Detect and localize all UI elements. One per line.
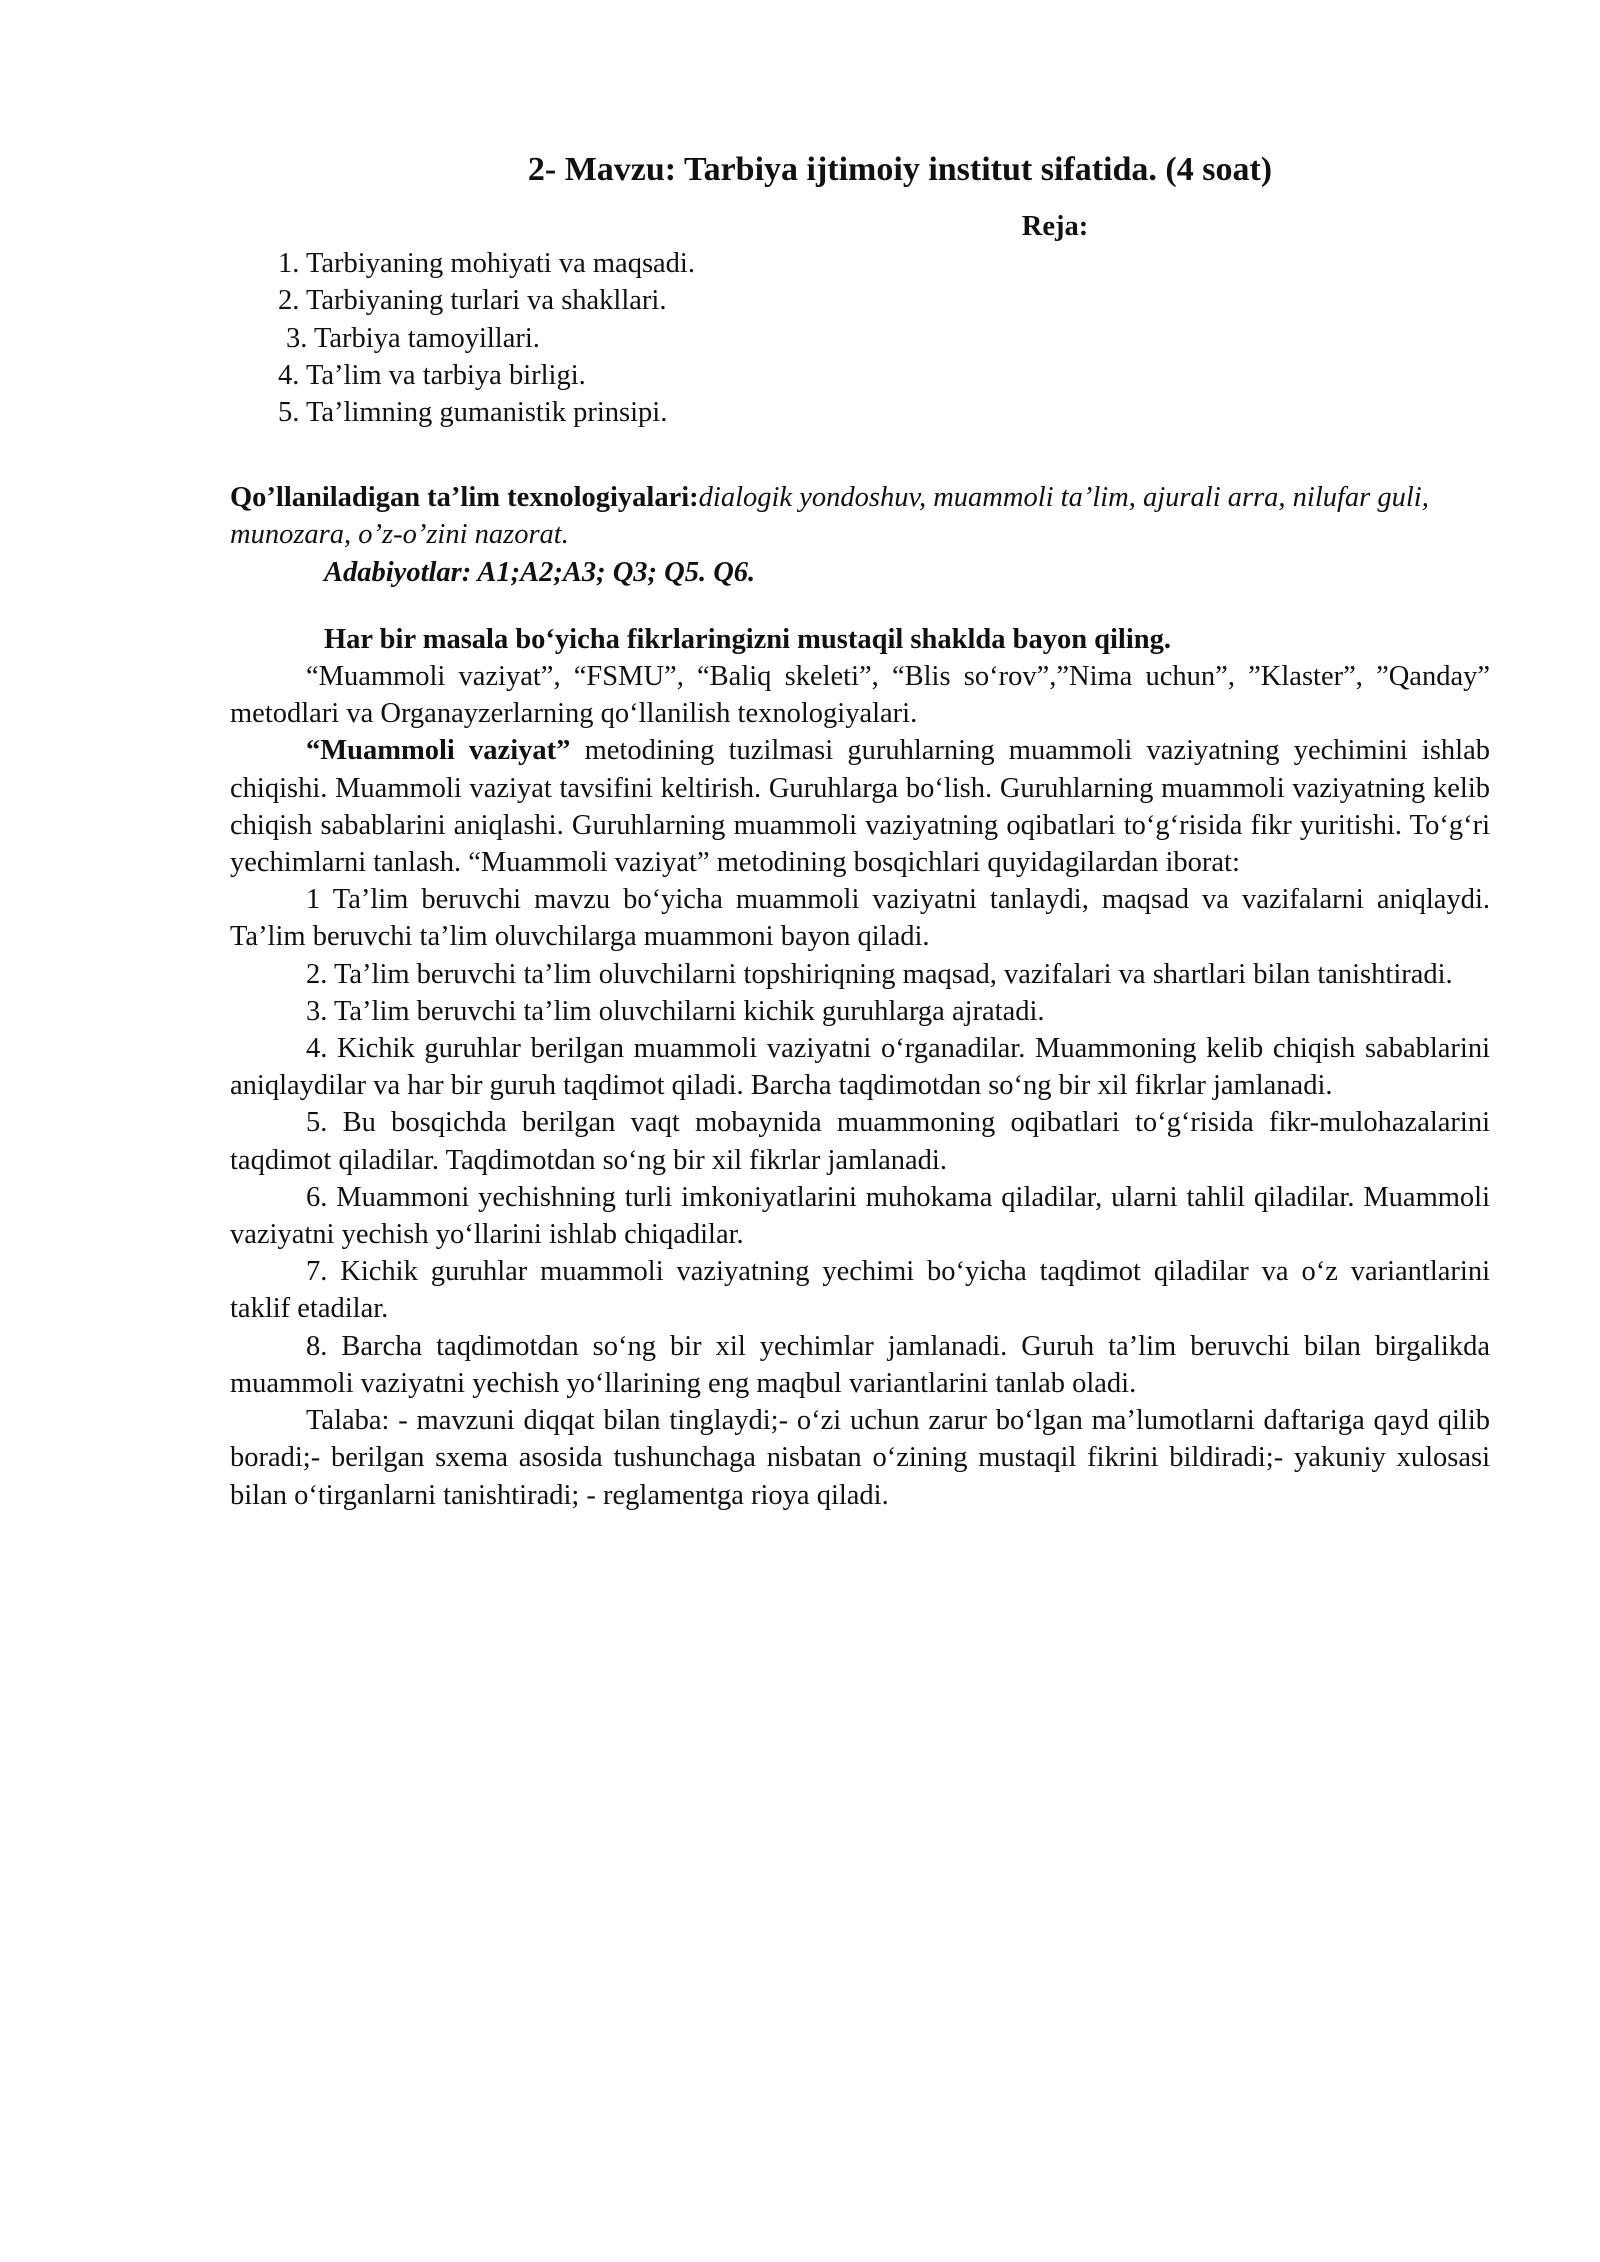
plan-item: 1. Tarbiyaning mohiyati va maqsadi. <box>278 248 695 280</box>
page-title: 2- Mavzu: Tarbiya ijtimoiy institut sifatida. (4 soat) <box>527 151 1273 188</box>
step-2: 2. Ta’lim beruvchi ta’lim oluvchilarni topshiriqning maqsad, vazifalari va shartlari bilan tanishtiradi. <box>306 958 1453 990</box>
technologies-value: dialogik yondoshuv, muammoli ta’lim, ajurali arra, nilufar guli, munozara, o’z-o’zini nazorat. <box>230 482 1429 551</box>
plan-item: 5. Ta’limning gumanistik prinsipi. <box>278 397 668 429</box>
plan-list <box>278 245 1490 431</box>
plan-label: Reja: <box>1021 211 1089 242</box>
task-heading: Har bir masala bo‘yicha fikrlaringizni mustaqil shaklda bayon qiling. <box>324 623 1171 655</box>
step-6: 6. Muammoni yechishning turli imkoniyatlarini muhokama qiladilar, ularni tahlil qiladilar. Muammoli vaziyatni yechish yo‘llarini ishlab chiqadilar. <box>230 1181 1490 1251</box>
step-3: 3. Ta’lim beruvchi ta’lim oluvchilarni kichik guruhlarga ajratadi. <box>306 995 1045 1027</box>
method-description-paragraph <box>230 732 1490 881</box>
technologies-label: Qo’llaniladigan ta’lim texnologiyalari: <box>230 482 699 514</box>
step-1: 1 Ta’lim beruvchi mavzu bo‘yicha muammoli vaziyatni tanlaydi, maqsad va vazifalarni aniqlaydi. Ta’lim beruvchi ta’lim oluvchilarga muammoni bayon qiladi. <box>230 884 1490 953</box>
method-description: metodining tuzilmasi guruhlarning muammoli vaziyatning yechimini ishlab chiqishi. Muammoli vaziyat tavsifini keltirish. Guruhlarga bo‘lish. Guruhlarning muammoli vaziyatning kelib chiqish sabablarini aniqlashi. Guruhlarning muammoli vaziyatning oqibatlari to‘g‘risida fikr yuritishi. To‘g‘ri yechimlarni tanlash. “Muammoli vaziyat” metodining bosqichlari quyidagilardan iborat: <box>230 735 1490 879</box>
step-8: 8. Barcha taqdimotdan so‘ng bir xil yechimlar jamlanadi. Guruh ta’lim beruvchi bilan birgalikda muammoli vaziyatni yechish yo‘llarining eng maqbul variantlarini tanlab oladi. <box>230 1330 1490 1399</box>
plan-item: 2. Tarbiyaning turlari va shakllari. <box>278 285 667 317</box>
technologies-paragraph <box>230 479 1490 553</box>
literature-line: Adabiyotlar: A1;A2;A3; Q3; Q5. Q6. <box>324 556 756 588</box>
step-7: 7. Kichik guruhlar muammoli vaziyatning yechimi bo‘yicha taqdimot qiladilar va o‘z variantlarini taklif etadilar. <box>230 1256 1490 1325</box>
student-paragraph: Talaba: - mavzuni diqqat bilan tinglaydi;- o‘zi uchun zarur bo‘lgan ma’lumotlarni daftariga qayd qilib boradi;- berilgan sxema asosida tushunchaga nisbatan o‘zining mustaqil fikrini bildiradi;- yakuniy xulosasi bilan o‘tirganlarni tanishtiradi; - reglamentga rioya qiladi. <box>230 1405 1490 1511</box>
step-5: 5. Bu bosqichda berilgan vaqt mobaynida muammoning oqibatlari to‘g‘risida fikr-mulohazalarini taqdimot qiladilar. Taqdimotdan so‘ng bir xil fikrlar jamlanadi. <box>230 1107 1490 1176</box>
methods-intro: “Muammoli vaziyat”, “FSMU”, “Baliq skeleti”, “Blis so‘rov”,”Nima uchun”, ”Klaster”, ”Qanday” metodlari va Organayzerlarning qo‘llanilish texnologiyalari. <box>230 661 1490 730</box>
plan-item: 4. Ta’lim va tarbiya birligi. <box>278 359 586 391</box>
plan-item: 3. Tarbiya tamoyillari. <box>286 322 540 354</box>
method-term: “Muammoli vaziyat” <box>306 735 571 767</box>
step-4: 4. Kichik guruhlar berilgan muammoli vaziyatni o‘rganadilar. Muammoning kelib chiqish sabablarini aniqlaydilar va har bir guruh taqdimot qiladi. Barcha taqdimotdan so‘ng bir xil fikrlar jamlanadi. <box>230 1033 1490 1102</box>
document-page <box>230 150 1490 1514</box>
